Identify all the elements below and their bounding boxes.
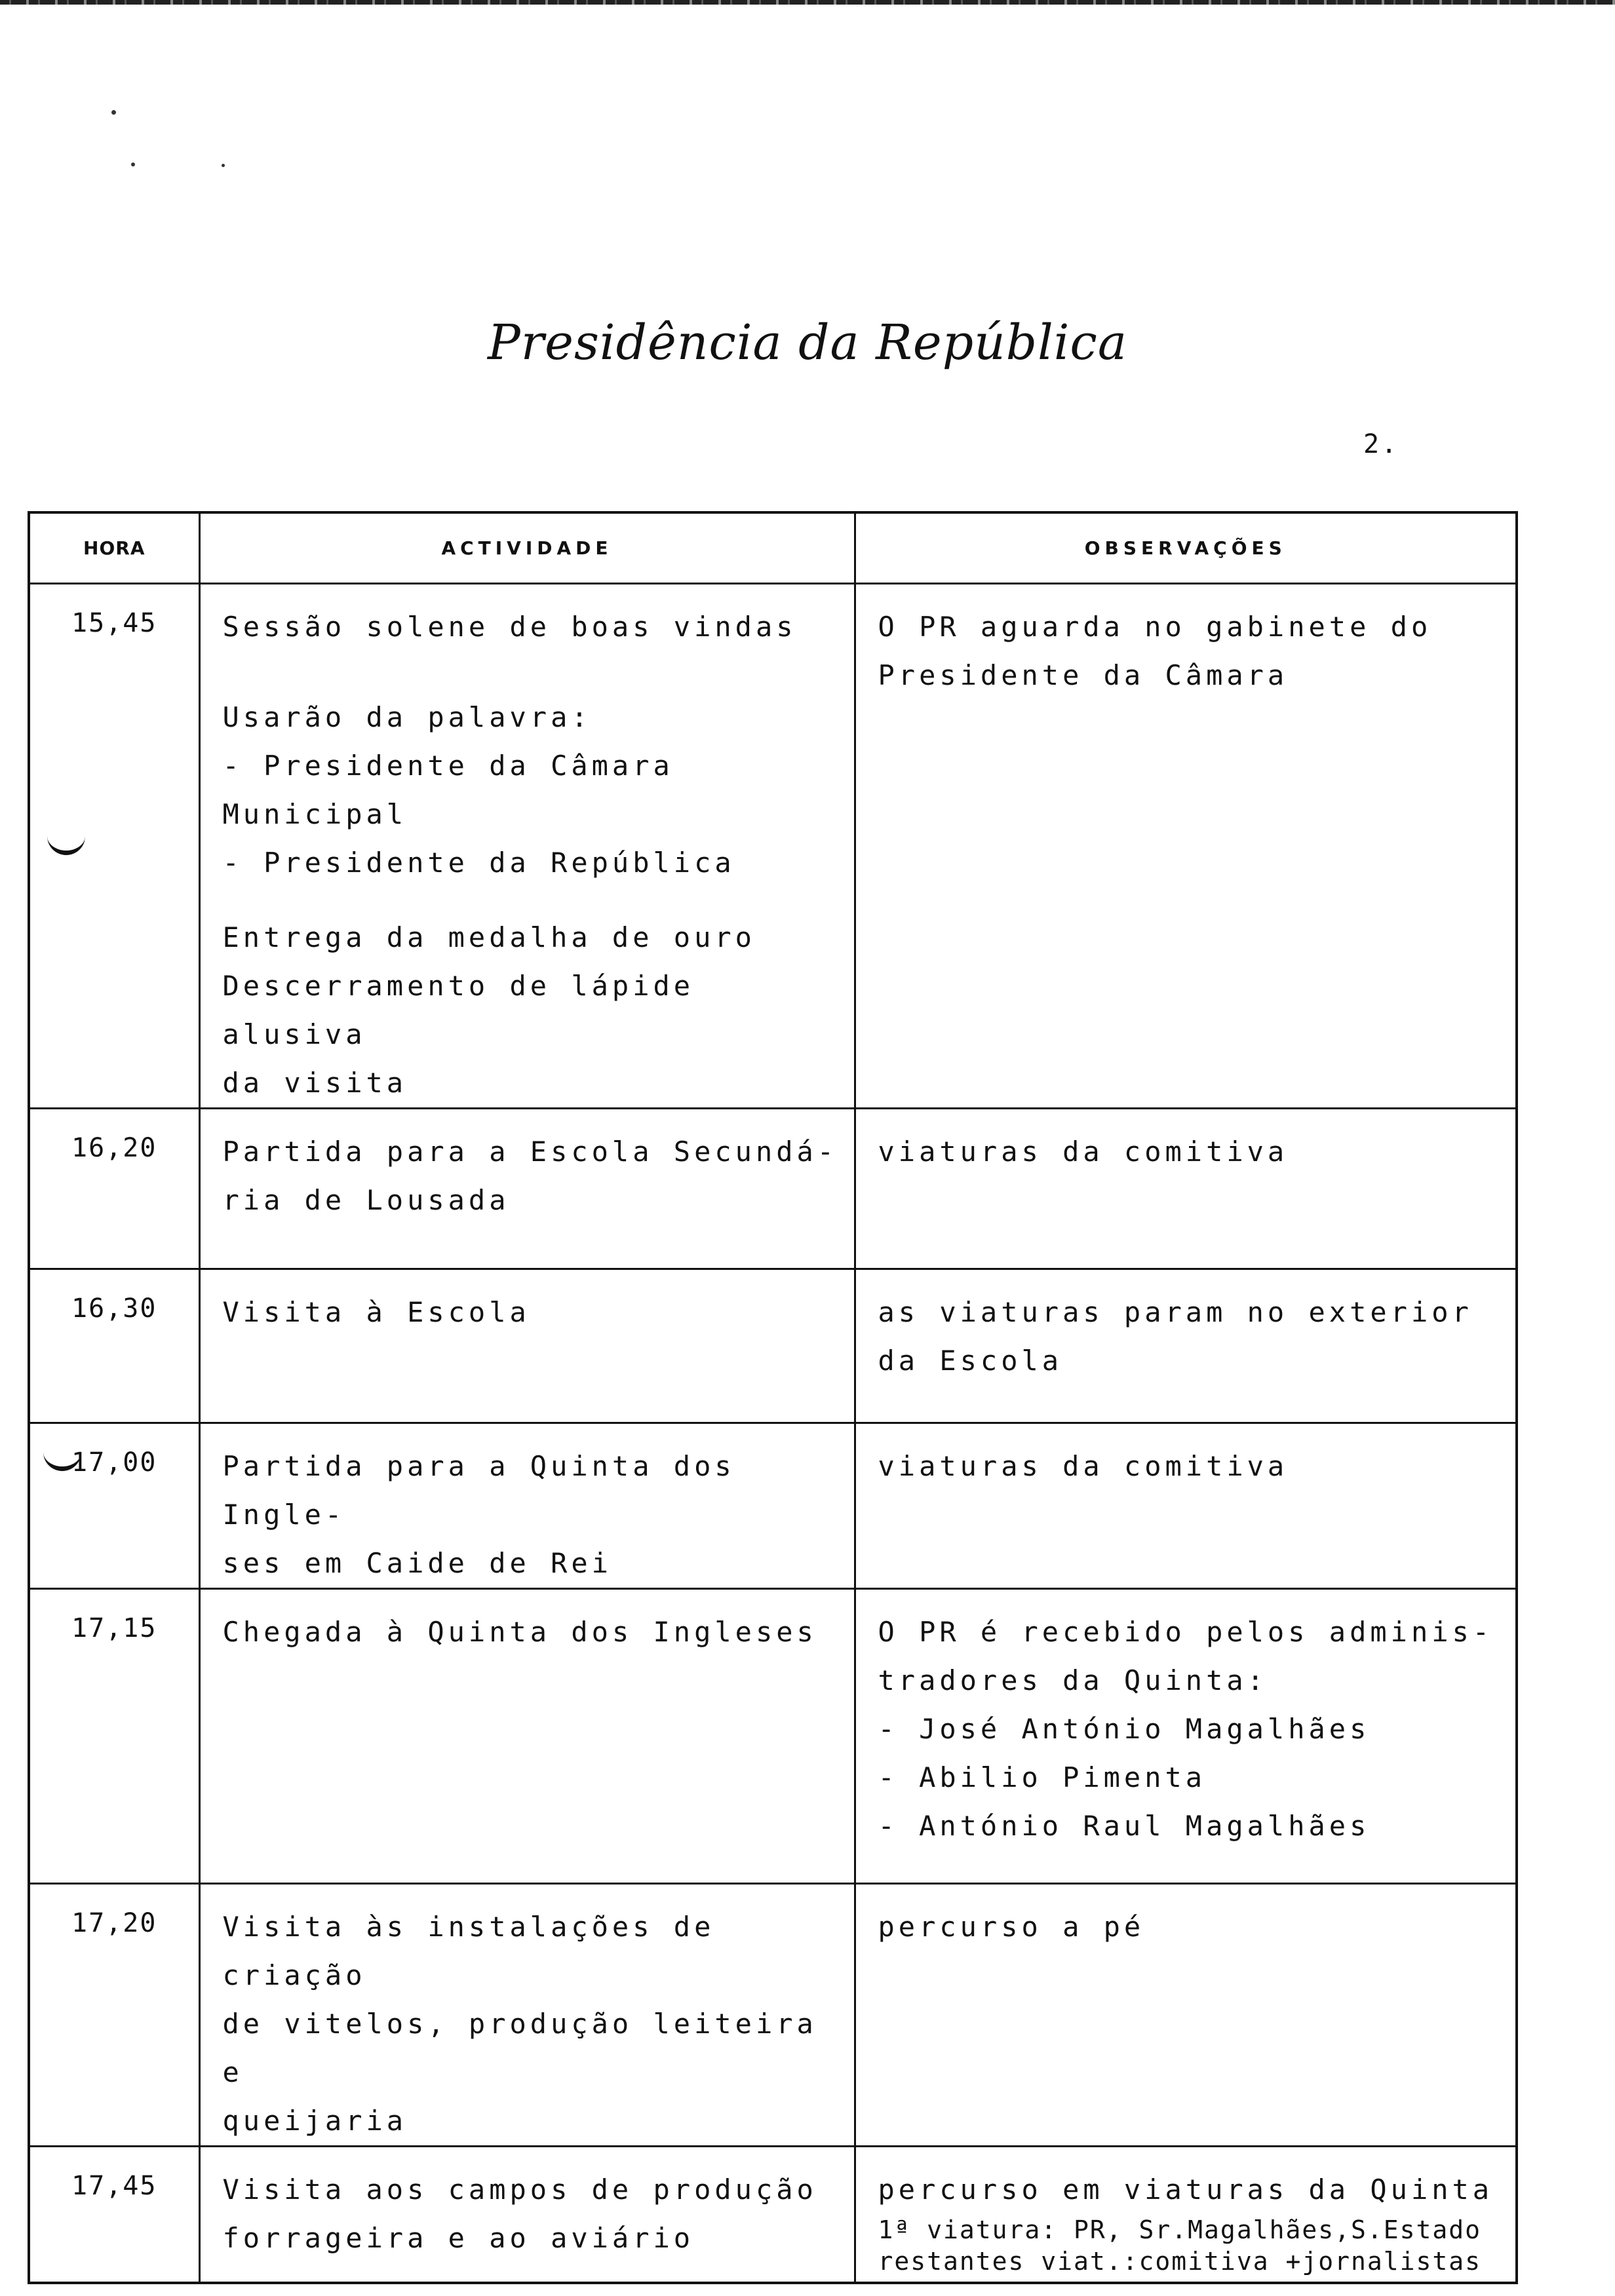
activity-cell <box>199 1269 855 1423</box>
letterhead: Presidência da República <box>488 315 1127 371</box>
observation-line: percurso em viaturas da Quinta <box>878 2173 1494 2206</box>
activity-line: Visita aos campos de produção <box>222 2173 817 2206</box>
observation-line: - José António Magalhães <box>878 1713 1371 1745</box>
observation-cell <box>855 2147 1517 2283</box>
scan-speck <box>111 110 116 115</box>
activity-line: - Presidente da República <box>222 847 735 879</box>
observation-line: - António Raul Magalhães <box>878 1810 1371 1842</box>
observation-line: percurso a pé <box>878 1911 1145 1943</box>
activity-line: ria de Lousada <box>222 1184 510 1216</box>
observation-line: da Escola <box>878 1345 1063 1377</box>
time-cell: 15,45 <box>29 584 199 1109</box>
observation-line: O PR aguarda no gabinete do <box>878 611 1432 643</box>
activity-line: da visita <box>222 1067 408 1099</box>
scan-speck <box>131 163 135 166</box>
header-actividade: ACTIVIDADE <box>199 512 855 584</box>
activity-line: Entrega da medalha de ouro <box>222 921 756 953</box>
observation-line: O PR é recebido pelos adminis- <box>878 1616 1494 1648</box>
observation-line: as viaturas param no exterior <box>878 1296 1473 1328</box>
page-number: 2. <box>1363 429 1399 459</box>
activity-line: Descerramento de lápide alusiva <box>222 970 695 1050</box>
observation-line: restantes viat.:comitiva +jornalistas <box>878 2247 1481 2276</box>
activity-cell <box>199 584 855 1109</box>
observation-cell <box>855 1423 1517 1589</box>
activity-line: - Presidente da Câmara Municipal <box>222 750 674 830</box>
pen-check-mark <box>47 813 85 855</box>
scan-speck <box>222 164 225 167</box>
activity-cell <box>199 2147 855 2283</box>
activity-line: de vitelos, produção leiteira e <box>222 2008 817 2088</box>
table-row <box>29 1884 1517 2147</box>
observation-line: - Abilio Pimenta <box>878 1761 1207 1793</box>
activity-line: queijaria <box>222 2105 408 2137</box>
activity-cell <box>199 1423 855 1589</box>
table-row <box>29 1269 1517 1423</box>
observation-line: Presidente da Câmara <box>878 659 1289 691</box>
observation-line: viaturas da comitiva <box>878 1136 1289 1168</box>
activity-line: forrageira e ao aviário <box>222 2222 695 2254</box>
observation-cell <box>855 1269 1517 1423</box>
observation-cell <box>855 1884 1517 2147</box>
activity-line: Partida para a Quinta dos Ingle- <box>222 1450 735 1531</box>
schedule-table <box>28 511 1518 2284</box>
activity-cell <box>199 1884 855 2147</box>
activity-line: Usarão da palavra: <box>222 701 592 733</box>
header-hora: HORA <box>29 512 199 584</box>
table-row <box>29 584 1517 1109</box>
pen-check-mark <box>43 1428 81 1471</box>
time-cell: 16,20 <box>29 1109 199 1269</box>
observation-line: tradores da Quinta: <box>878 1664 1268 1696</box>
observation-cell <box>855 584 1517 1109</box>
activity-line: Sessão solene de boas vindas <box>222 611 797 643</box>
observation-line: 1ª viatura: PR, Sr.Magalhães,S.Estado <box>878 2215 1481 2244</box>
observation-line: viaturas da comitiva <box>878 1450 1289 1482</box>
table-row <box>29 1109 1517 1269</box>
activity-cell <box>199 1589 855 1884</box>
table-row <box>29 1423 1517 1589</box>
top-edge-rule <box>0 0 1615 5</box>
header-observacoes: OBSERVAÇÕES <box>855 512 1517 584</box>
observation-cell <box>855 1109 1517 1269</box>
activity-line: Visita à Escola <box>222 1296 530 1328</box>
table-header-row <box>29 512 1517 584</box>
time-cell: 17,20 <box>29 1884 199 2147</box>
time-cell: 16,30 <box>29 1269 199 1423</box>
activity-line: Visita às instalações de criação <box>222 1911 715 1991</box>
observation-cell <box>855 1589 1517 1884</box>
table-row <box>29 2147 1517 2283</box>
activity-line: Chegada à Quinta dos Ingleses <box>222 1616 817 1648</box>
time-cell: 17,45 <box>29 2147 199 2283</box>
table-row <box>29 1589 1517 1884</box>
activity-cell <box>199 1109 855 1269</box>
time-cell: 17,15 <box>29 1589 199 1884</box>
time-cell: 17,00 <box>29 1423 199 1589</box>
activity-line: ses em Caide de Rei <box>222 1547 612 1579</box>
activity-line: Partida para a Escola Secundá- <box>222 1136 838 1168</box>
